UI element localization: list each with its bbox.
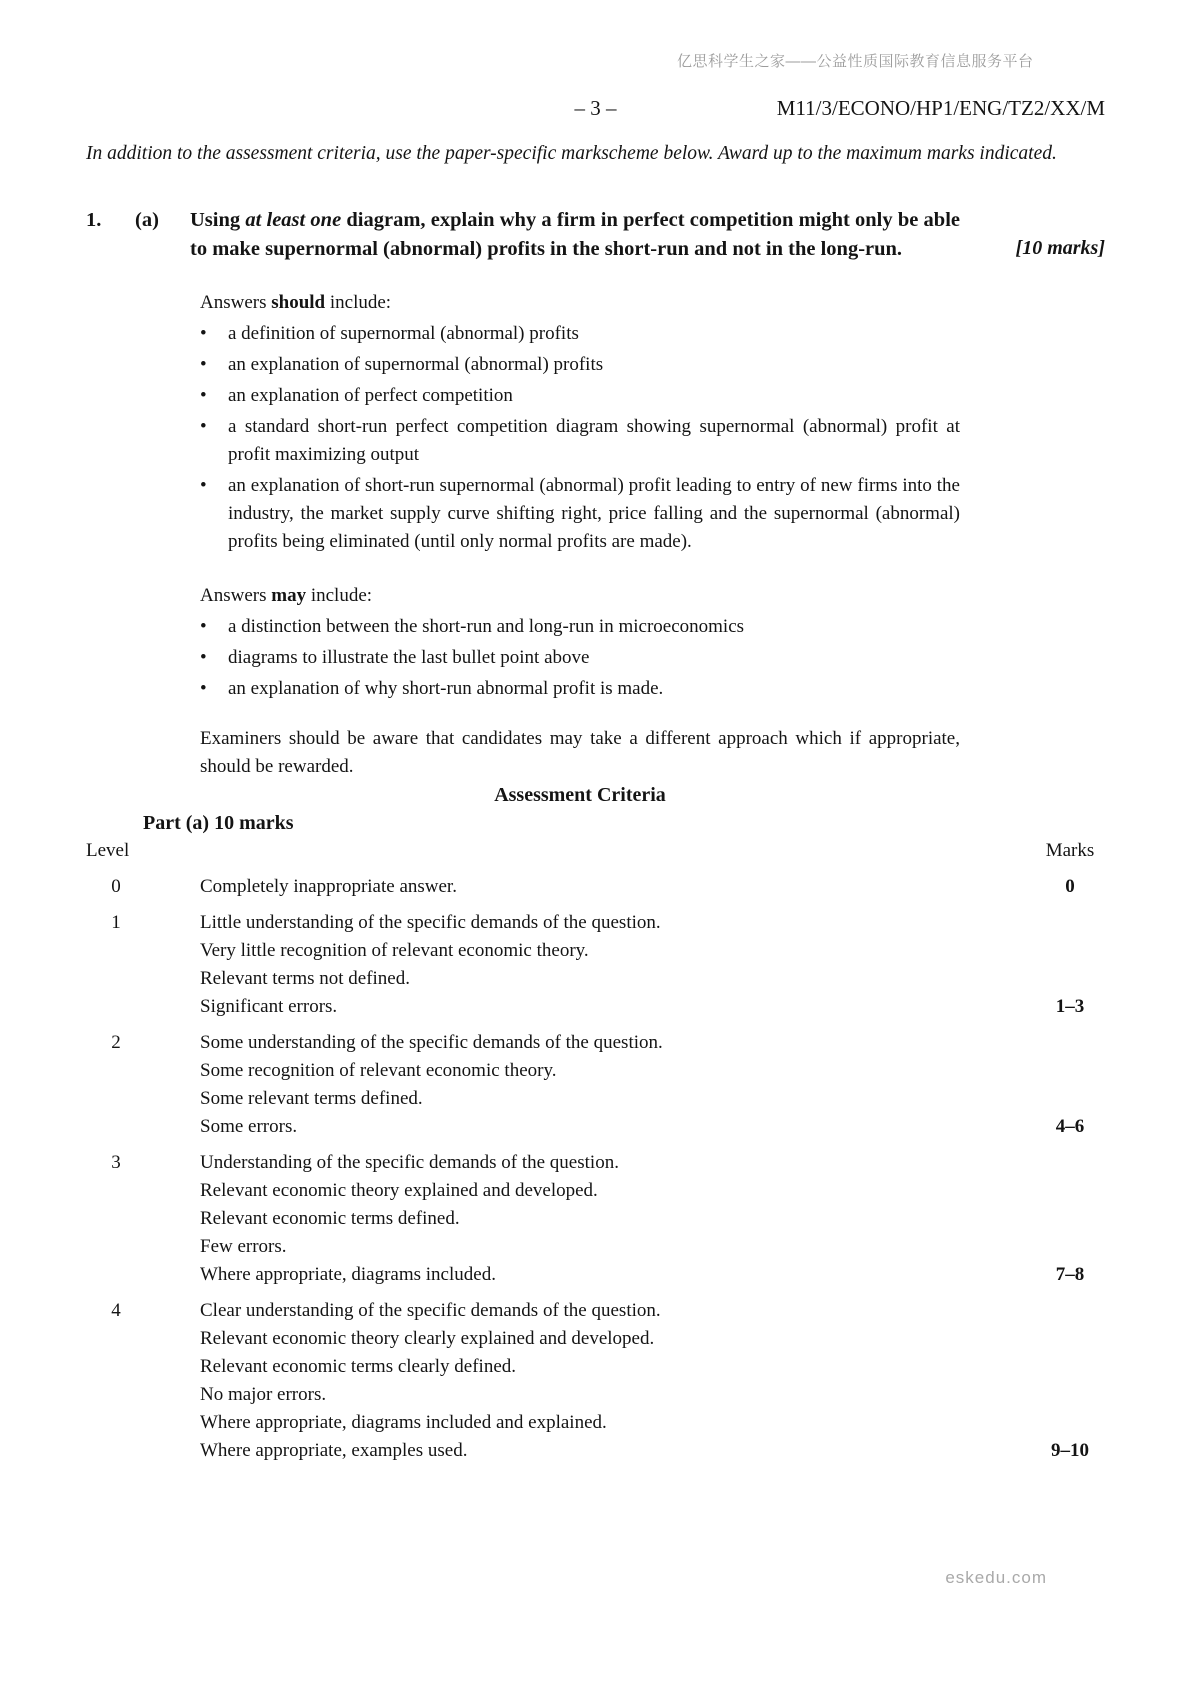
list-item: • an explanation of perfect competition: [200, 382, 960, 410]
question-1a: [86, 206, 1105, 263]
level-descriptors: Clear understanding of the specific demands of the question. Relevant economic theory clearly explained and developed. Relevant economic terms clearly defined. No major errors. Where appropriate, diagrams included and explained. Where appropriate, examples used.: [200, 1300, 661, 1461]
level-descriptors: Completely inappropriate answer.: [200, 876, 457, 897]
examiners-note: Examiners should be aware that candidates may take a different approach which if appropriate, should be rewarded.: [200, 728, 960, 777]
level-descriptors: Understanding of the specific demands of the question. Relevant economic theory explained and developed. Relevant economic terms defined. Few errors. Where appropriate, diagrams included.: [200, 1152, 619, 1285]
marks-column-header: Marks: [1045, 840, 1095, 861]
marks-range: 4–6: [1055, 1116, 1085, 1137]
level-descriptors: Little understanding of the specific demands of the question. Very little recognition of relevant economic theory. Relevant terms not defined. Significant errors.: [200, 912, 661, 1017]
bullet-icon: •: [200, 416, 207, 437]
answers-should-label: Answers should include:: [200, 292, 392, 313]
list-item: • an explanation of why short-run abnormal profit is made.: [200, 675, 960, 703]
answers-should-section: [200, 289, 960, 556]
criteria-row-level-0: [86, 873, 1105, 901]
bullet-icon: •: [200, 323, 207, 344]
criteria-row-level-1: [86, 909, 1105, 1021]
list-item: • diagrams to illustrate the last bullet point above: [200, 644, 960, 672]
question-text: Using at least one diagram, explain why a firm in perfect competition might only be able to make supernormal (abnormal) profits in the short-run and not in the long-run.: [190, 209, 960, 260]
marks-range: 1–3: [1055, 996, 1085, 1017]
chinese-watermark-header: 亿思科学生之家——公益性质国际教育信息服务平台: [677, 53, 1034, 70]
intro-instruction: In addition to the assessment criteria, use the paper-specific markscheme below. Award up to the maximum marks indicated.: [86, 143, 1057, 164]
bullet-icon: •: [200, 616, 207, 637]
document-body: [86, 140, 1105, 1465]
criteria-table-header: [86, 837, 1105, 865]
answers-may-list: [200, 613, 960, 703]
marks-range: 7–8: [1055, 1264, 1085, 1285]
bullet-icon: •: [200, 354, 207, 375]
bullet-icon: •: [200, 385, 207, 406]
paper-code: M11/3/ECONO/HP1/ENG/TZ2/XX/M: [776, 96, 1105, 120]
bullet-icon: •: [200, 678, 207, 699]
page-number: – 3 –: [574, 96, 617, 120]
list-item: • a definition of supernormal (abnormal) profits: [200, 320, 960, 348]
list-item: • a standard short-run perfect competition diagram showing supernormal (abnormal) profit at profit maximizing output: [200, 413, 960, 469]
answers-should-list: [200, 320, 960, 556]
level-number: 4: [111, 1300, 121, 1321]
criteria-row-level-2: [86, 1029, 1105, 1141]
answers-may-label: Answers may include:: [200, 585, 373, 606]
assessment-criteria-title: Assessment Criteria: [494, 784, 666, 806]
level-descriptors: Some understanding of the specific demands of the question. Some recognition of relevant economic theory. Some relevant terms defined. Some errors.: [200, 1032, 663, 1137]
level-number: 0: [111, 876, 121, 897]
question-marks-allocation: [10 marks]: [1015, 236, 1105, 259]
answers-may-section: [200, 582, 960, 703]
list-item: • a distinction between the short-run and long-run in microeconomics: [200, 613, 960, 641]
question-part: (a): [135, 209, 159, 231]
question-number: 1.: [86, 209, 102, 231]
bullet-icon: •: [200, 475, 207, 496]
list-item: • an explanation of supernormal (abnormal) profits: [200, 351, 960, 379]
level-number: 2: [111, 1032, 121, 1053]
part-a-marks-subtitle: Part (a) 10 marks: [143, 812, 294, 834]
level-number: 1: [111, 912, 121, 933]
bullet-icon: •: [200, 647, 207, 668]
criteria-row-level-4: [86, 1297, 1105, 1465]
list-item: • an explanation of short-run supernormal (abnormal) profit leading to entry of new firms into the industry, the market supply curve shifting right, price falling and the supernormal (abnormal) profits being eliminated (until only normal profits are made).: [200, 472, 960, 556]
footer-watermark: eskedu.com: [945, 1568, 1047, 1587]
question-text-emphasis: at least one: [245, 209, 342, 231]
marks-range: 9–10: [1051, 1440, 1089, 1461]
level-number: 3: [111, 1152, 121, 1173]
level-column-header: Level: [86, 840, 130, 861]
marks-range: 0: [1065, 876, 1075, 897]
criteria-row-level-3: [86, 1149, 1105, 1289]
